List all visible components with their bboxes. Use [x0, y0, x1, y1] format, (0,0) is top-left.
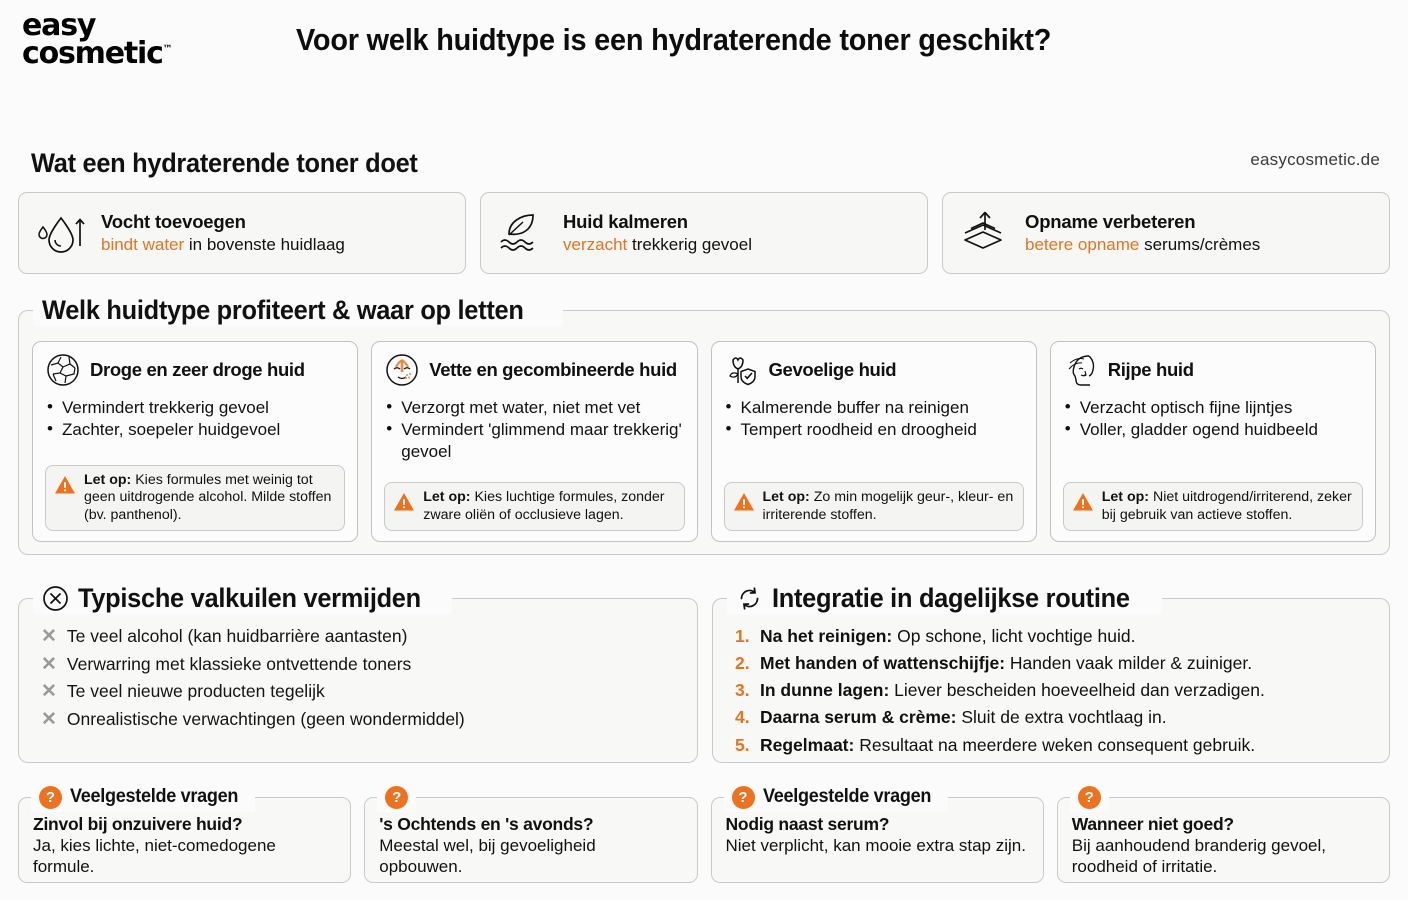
note-text: Let op: Zo min mogelijk geur-, kleur- en irriterende stoffen. — [762, 489, 1014, 523]
step-number: 1. — [735, 626, 750, 646]
benefit-card-vocht — [18, 192, 466, 274]
refresh-icon — [736, 585, 763, 612]
faq-legend — [1070, 782, 1109, 812]
list-item: 3. In dunne lagen: Liever bescheiden hoeveelheid dan verzadigen. — [735, 677, 1389, 704]
benefit-title: Huid kalmeren — [563, 211, 688, 233]
benefit-rest: trekkerig gevoel — [627, 234, 752, 254]
skin-type-card-rijpe — [1050, 341, 1376, 542]
warning-triangle-icon — [1072, 492, 1094, 512]
faq-answer: Niet verplicht, kan mooie extra stap zijn. — [725, 836, 1026, 855]
note-label: Let op: — [423, 489, 471, 506]
benefit-highlight: bindt water — [101, 234, 185, 254]
list-item: ✕ Verwarring met klassieke ontvettende toners — [41, 651, 697, 679]
skin-type-header — [1063, 352, 1363, 388]
brand-logo-line2: cosmetic™ — [22, 35, 173, 71]
step-label: In dunne lagen: — [760, 680, 890, 701]
skin-type-card-gevoelige — [711, 341, 1037, 542]
faq-card-1 — [18, 786, 351, 883]
benefit-card-opname — [942, 192, 1390, 274]
benefit-subtitle — [563, 234, 752, 256]
routine-section — [712, 582, 1390, 763]
list-item: 5. Regelmaat: Resultaat na meerdere weken consequent gebruik. — [735, 732, 1389, 759]
page-title: Voor welk huidtype is een hydraterende toner geschikt? — [296, 22, 1052, 57]
page-header — [0, 0, 1408, 92]
list-item: • Tempert roodheid en droogheid — [724, 419, 1024, 440]
skin-type-benefits — [724, 397, 1024, 482]
note-label: Let op: — [762, 489, 810, 506]
skin-type-note — [384, 482, 684, 531]
site-name: easycosmetic.de — [1250, 150, 1380, 169]
faq-legend — [724, 782, 948, 812]
note-text: Let op: Kies luchtige formules, zonder zware oliën of occlusieve lagen. — [423, 489, 665, 523]
faq-legend-label: Veelgestelde vragen — [70, 786, 239, 807]
question-mark-icon: ? — [732, 786, 755, 809]
step-label: Regelmaat: — [760, 734, 855, 755]
circle-x-icon — [42, 585, 69, 612]
routine-legend — [727, 582, 1162, 614]
layers-arrow-icon — [959, 210, 1011, 256]
brand-logo — [22, 8, 192, 71]
faq-question: Nodig naast serum? — [725, 814, 890, 834]
list-item: • Vermindert trekkerig gevoel — [45, 397, 345, 418]
skin-type-card-vette — [371, 341, 697, 542]
step-label: Met handen of wattenschijfje: — [760, 653, 1006, 674]
oily-face-icon — [384, 352, 420, 388]
faq-legend-label: Veelgestelde vragen — [762, 786, 931, 807]
note-label: Let op: — [1101, 489, 1150, 506]
routine-heading: Integratie in dagelijkse routine — [772, 582, 1130, 613]
benefits-row — [0, 192, 1408, 274]
faq-question: Zinvol bij onzuivere huid? — [33, 814, 243, 834]
tulip-shield-icon — [724, 352, 760, 388]
list-item: • Voller, gladder ogend huidbeeld — [1063, 419, 1363, 440]
note-text: Let op: Niet uitdrogend/irriterend, zeker bij gebruik van actieve stoffen. — [1101, 489, 1352, 523]
benefit-rest: in bovenste huidlaag — [184, 234, 345, 254]
skin-type-note — [45, 465, 345, 531]
face-profile-icon — [1063, 352, 1099, 388]
skin-type-benefits — [384, 397, 684, 482]
skin-type-benefits — [45, 397, 345, 465]
faq-card-4 — [1057, 788, 1390, 883]
trademark-symbol: ™ — [162, 43, 173, 55]
x-icon: ✕ — [41, 653, 57, 675]
list-item: • Vermindert 'glimmend maar trekkerig' gevoel — [384, 419, 684, 462]
benefits-heading: Wat een hydraterende toner doet — [31, 148, 418, 178]
pitfalls-heading: Typische valkuilen vermijden — [78, 582, 421, 613]
skin-type-title: Gevoelige huid — [768, 359, 897, 380]
step-number: 5. — [735, 734, 750, 755]
x-icon: ✕ — [41, 626, 57, 647]
skin-type-note — [1063, 482, 1363, 531]
skin-types-row — [19, 311, 1389, 542]
list-item: 4. Daarna serum & crème: Sluit de extra vochtlaag in. — [735, 704, 1389, 731]
step-number: 2. — [735, 653, 750, 674]
list-item: 1. Na het reinigen: Op schone, licht vochtige huid. — [735, 623, 1389, 650]
skin-types-legend — [33, 294, 563, 326]
leaf-waves-icon — [497, 210, 549, 256]
faq-section — [18, 786, 1390, 883]
benefit-rest: serums/crèmes — [1139, 234, 1261, 254]
benefit-subtitle — [1025, 234, 1260, 256]
faq-question: Wanneer niet goed? — [1071, 814, 1234, 834]
skin-type-title: Rijpe huid — [1107, 359, 1194, 380]
routine-steps — [713, 599, 1389, 759]
skin-type-header — [45, 352, 345, 388]
faq-card-2 — [364, 788, 697, 883]
skin-type-header — [724, 352, 1024, 388]
skin-types-section — [18, 294, 1390, 555]
benefit-title: Vocht toevoegen — [101, 211, 246, 233]
skin-type-title: Vette en gecombineerde huid — [429, 359, 677, 380]
pitfalls-section — [18, 582, 698, 763]
question-mark-icon: ? — [385, 786, 408, 809]
benefit-title: Opname verbeteren — [1025, 211, 1196, 233]
warning-triangle-icon — [54, 475, 76, 495]
step-label: Daarna serum & crème: — [760, 707, 957, 728]
pitfalls-legend — [33, 582, 452, 614]
note-label: Let op: — [84, 472, 132, 489]
faq-legend — [31, 782, 255, 812]
question-mark-icon: ? — [39, 786, 62, 809]
water-drop-icon — [35, 210, 87, 256]
list-item: 2. Met handen of wattenschijfje: Handen vaak milder & zuiniger. — [735, 650, 1389, 677]
question-mark-icon: ? — [1078, 786, 1101, 809]
list-item: • Kalmerende buffer na reinigen — [724, 397, 1024, 418]
dry-skin-icon — [45, 352, 81, 388]
pitfalls-list — [19, 599, 697, 733]
skin-type-note — [724, 482, 1024, 531]
warning-triangle-icon — [733, 492, 755, 512]
warning-triangle-icon — [393, 492, 415, 512]
skin-type-title: Droge en zeer droge huid — [90, 359, 305, 380]
benefits-section — [0, 148, 1408, 274]
list-item: ✕ Onrealistische verwachtingen (geen wondermiddel) — [41, 706, 697, 734]
benefit-card-kalmeren — [480, 192, 928, 274]
list-item: ✕ Te veel nieuwe producten tegelijk — [41, 678, 697, 706]
skin-type-card-droge — [32, 341, 358, 542]
faq-answer: Meestal wel, bij gevoeligheid opbouwen. — [379, 836, 596, 876]
step-number: 4. — [735, 707, 750, 728]
step-number: 3. — [735, 680, 750, 701]
note-text: Let op: Kies formules met weinig tot geen uitdrogende alcohol. Milde stoffen (bv. panthenol). — [84, 472, 332, 523]
list-item: • Verzorgt met water, niet met vet — [384, 397, 684, 418]
faq-answer: Bij aanhoudend branderig gevoel, roodheid of irritatie. — [1071, 836, 1327, 876]
benefit-subtitle — [101, 234, 345, 256]
faq-legend — [377, 782, 416, 812]
benefit-highlight: verzacht — [563, 234, 628, 254]
faq-question: 's Ochtends en 's avonds? — [379, 814, 594, 834]
skin-type-header — [384, 352, 684, 388]
skin-types-heading: Welk huidtype profiteert & waar op letten — [42, 294, 524, 325]
benefit-highlight: betere opname — [1025, 234, 1140, 254]
step-label: Na het reinigen: — [760, 626, 893, 646]
skin-type-benefits — [1063, 397, 1363, 482]
x-icon: ✕ — [41, 708, 57, 730]
list-item: • Zachter, soepeler huidgevoel — [45, 419, 345, 440]
faq-card-3 — [711, 786, 1044, 883]
faq-answer: Ja, kies lichte, niet-comedogene formule. — [33, 836, 276, 876]
x-icon: ✕ — [41, 681, 57, 703]
brand-logo-line1: easy — [22, 8, 96, 43]
list-item: ✕ Te veel alcohol (kan huidbarrière aantasten) — [41, 623, 697, 651]
list-item: • Verzacht optisch fijne lijntjes — [1063, 397, 1363, 418]
